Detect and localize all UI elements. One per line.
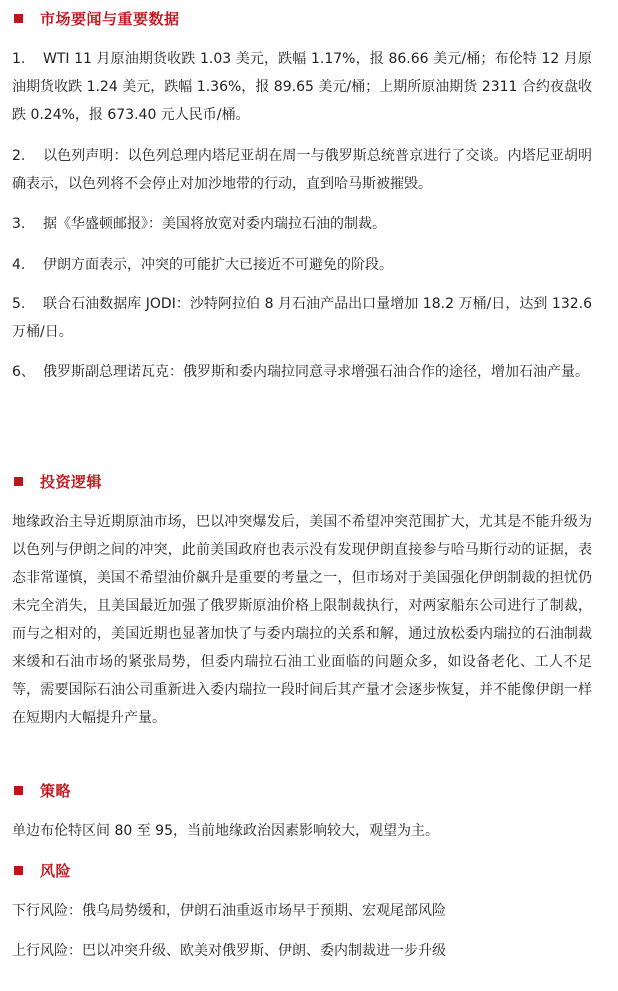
section-title-news: 市场要闻与重要数据	[40, 9, 180, 28]
strategy-paragraph: 单边布伦特区间 80 至 95，当前地缘政治因素影响较大，观望为主。	[12, 823, 439, 839]
news-item-2	[12, 142, 592, 198]
news-item-number: 1.	[12, 51, 26, 67]
news-item-4	[12, 251, 592, 279]
red-square-bullet-icon	[14, 14, 23, 23]
red-square-bullet-icon	[14, 866, 23, 875]
news-item-3	[12, 210, 592, 238]
news-item-1	[12, 45, 592, 129]
news-item-number: 5.	[12, 296, 26, 312]
news-item-number: 4.	[12, 257, 26, 273]
section-header-strategy	[14, 778, 71, 802]
red-square-bullet-icon	[14, 477, 23, 486]
section-title-strategy: 策略	[40, 781, 72, 800]
section-header-risk	[14, 858, 71, 882]
news-item-number: 6、	[12, 364, 35, 380]
red-square-bullet-icon	[14, 786, 23, 795]
logic-paragraph: 地缘政治主导近期原油市场，巴以冲突爆发后，美国不希望冲突范围扩大，尤其是不能升级为以色列与伊朗之间的冲突，此前美国政府也表示没有发现伊朗直接参与哈马斯行动的证据，表态非常谨慎，美国不希望油价飙升是重要的考量之一，但市场对于美国强化伊朗制裁的担忧仍未完全消失，且美国最近加强了俄罗斯原油价格上限制裁执行，对两家船东公司进行了制裁，而与之相对的，美国近期也显著加快了与委内瑞拉的关系和解，通过放松委内瑞拉的石油制裁来缓和石油市场的紧张局势，但委内瑞拉石油工业面临的问题众多，如设备老化、工人不足等，需要国际石油公司重新进入委内瑞拉一段时间后其产量才会逐步恢复，并不能像伊朗一样在短期内大幅提升产量。	[12, 514, 592, 726]
upside-risk-text: 上行风险：巴以冲突升级、欧美对俄罗斯、伊朗、委内制裁进一步升级	[12, 943, 446, 959]
downside-risk-text: 下行风险：俄乌局势缓和，伊朗石油重返市场早于预期、宏观尾部风险	[12, 903, 446, 919]
news-item-text: 以色列声明：以色列总理内塔尼亚胡在周一与俄罗斯总统普京进行了交谈。内塔尼亚胡明确表示，以色列将不会停止对加沙地带的行动，直到哈马斯被摧毁。	[12, 148, 592, 192]
news-item-text: 俄罗斯副总理诺瓦克：俄罗斯和委内瑞拉同意寻求增强石油合作的途径，增加石油产量。	[43, 364, 589, 380]
section-title-logic: 投资逻辑	[40, 472, 103, 491]
section-header-logic	[14, 469, 102, 493]
section-header-news	[14, 6, 180, 30]
news-item-text: 据《华盛顿邮报》：美国将放宽对委内瑞拉石油的制裁。	[43, 216, 386, 232]
news-item-number: 2.	[12, 148, 26, 164]
news-item-text: WTI 11 月原油期货收跌 1.03 美元，跌幅 1.17%，报 86.66 美元/桶；布伦特 12 月原油期货收跌 1.24 美元，跌幅 1.36%，报 89.65 美元/桶；上期所原油期货 2311 合约夜盘收跌 0.24%，报 673.40 元人民币/桶。	[12, 51, 592, 123]
news-item-number: 3.	[12, 216, 26, 232]
news-item-text: 伊朗方面表示，冲突的可能扩大已接近不可避免的阶段。	[43, 257, 393, 273]
news-item-6	[12, 358, 592, 386]
news-item-5	[12, 290, 592, 346]
news-item-text: 联合石油数据库 JODI：沙特阿拉伯 8 月石油产品出口量增加 18.2 万桶/日，达到 132.6 万桶/日。	[12, 296, 592, 340]
section-title-risk: 风险	[40, 861, 72, 880]
